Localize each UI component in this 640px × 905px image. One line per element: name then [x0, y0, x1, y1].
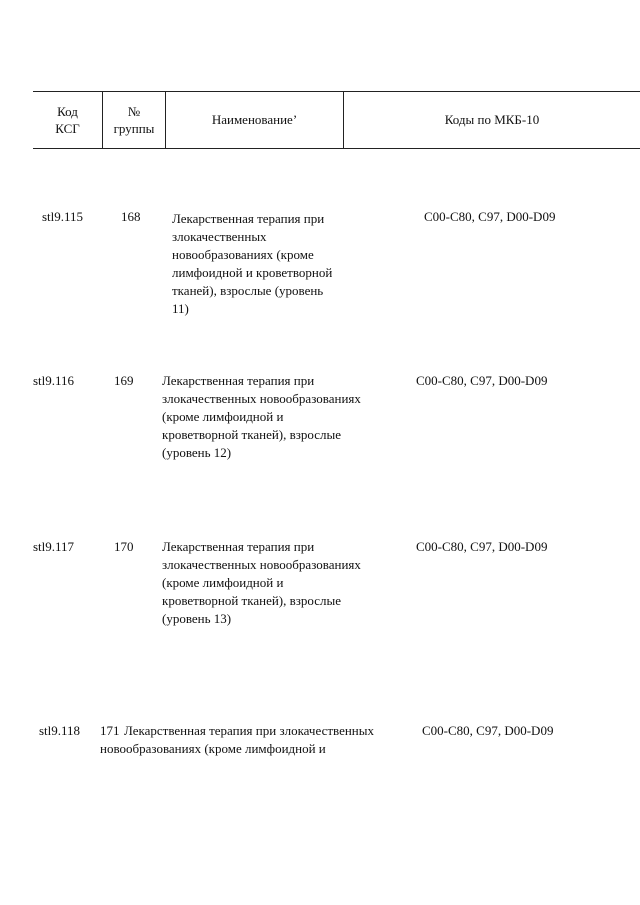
row-name: Лекарственная терапия при злокачественных новообразованиях (кроме лимфоидной и кроветворной тканей), взрослые (уровень 13): [162, 539, 361, 626]
row-group: 171: [100, 723, 120, 738]
table-header: [33, 91, 640, 149]
row-code: stl9.116: [33, 373, 75, 388]
row-code: stl9.115: [42, 209, 84, 224]
row-name: Лекарственная терапия при злокачественных новообразованиях (кроме лимфоидной и: [100, 723, 374, 756]
row-code: stl9.118: [39, 723, 81, 738]
row-code: stl9.117: [33, 539, 75, 554]
header-name: Наименование’: [211, 112, 298, 127]
row-mkb: С00-С80, С97, D00-D09: [416, 539, 548, 554]
header-code-ksg: Код КСГ: [55, 104, 80, 136]
row-mkb: С00-С80, С97, D00-D09: [422, 723, 554, 738]
header-mkb-codes: Коды по МКБ-10: [444, 112, 540, 127]
row-mkb: С00-С80, С97, D00-D09: [416, 373, 548, 388]
row-mkb: С00-С80, С97, D00-D09: [424, 209, 556, 224]
row-name: Лекарственная терапия при злокачественных новообразованиях (кроме лимфоидной и кроветворной тканей), взрослые (уровень 12): [162, 373, 361, 460]
row-group: 168: [121, 209, 141, 224]
header-group-no: № группы: [113, 104, 155, 136]
row-group: 170: [114, 539, 134, 554]
row-group: 169: [114, 373, 134, 388]
row-name: Лекарственная терапия при злокачественных новообразованиях (кроме лимфоидной и кроветворной тканей), взрослые (уровень 11): [172, 211, 333, 316]
